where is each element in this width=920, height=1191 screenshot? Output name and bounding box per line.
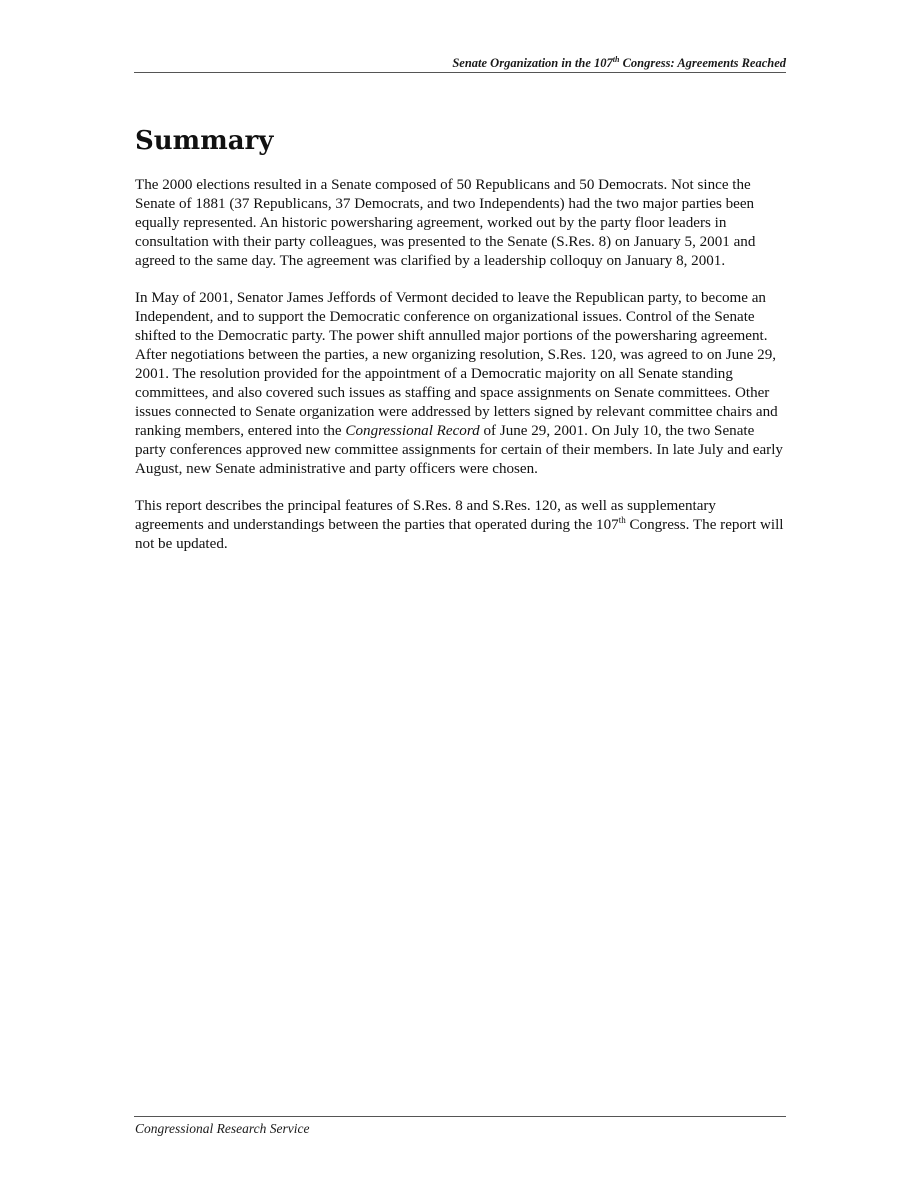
publication-title: Congressional Record xyxy=(345,423,480,439)
paragraph-1: The 2000 elections resulted in a Senate composed of 50 Republicans and 50 Democrats. Not since the Senate of 1881 (37 Republicans, 37 Democrats, and two Independents) had the two major parties been equally represented. An historic powersharing agreement, worked out by the party floor leaders in consultation with their party colleagues, was presented to the Senate (S.Res. 8) on January 5, 2001 and agreed to the same day. The agreement was clarified by a leadership colloquy on January 8, 2001. xyxy=(135,177,756,269)
paragraph-2-text: In May of 2001, Senator James Jeffords of Vermont decided to leave the Republican party, to become an Independent, and to support the Democratic conference on organizational issues. Control of the Senate shifted to the Democratic party. The power shift annulled major portions of the powersharing agreement. After negotiations between the parties, a new organizing resolution, S.Res. 120, was agreed to on June 29, 2001. The resolution provided for the appointment of a Democratic majority on all Senate standing committees, and also covered such issues as staffing and space assignments on Senate committees. Other issues connected to Senate organization were addressed by letters signed by relevant committee chairs and ranking members, entered into the xyxy=(135,290,778,439)
running-header-text: Senate Organization in the 107 xyxy=(452,56,613,70)
footer-divider xyxy=(134,1116,786,1117)
paragraph-3-text: This report describes the principal features of S.Res. 8 and S.Res. 120, as well as supplementary agreements and understandings between the parties that operated during the 107 xyxy=(135,498,716,533)
header-divider xyxy=(134,72,786,73)
paragraph-2 xyxy=(135,289,787,479)
summary-body xyxy=(135,176,787,572)
paragraph-2-text-end: of June 29, 2001. On July 10, the two Senate party conferences approved new committee assignments for certain of their members. In late July and early August, new Senate administrative and party officers were chosen. xyxy=(135,423,783,477)
paragraph-3-text-end: Congress. The report will not be updated. xyxy=(135,517,784,552)
running-header-text-end: Congress: Agreements Reached xyxy=(619,56,786,70)
paragraph-3 xyxy=(135,497,787,554)
running-footer: Congressional Research Service xyxy=(135,1121,310,1136)
page-title: Summary xyxy=(135,126,274,156)
running-header-superscript: th xyxy=(612,54,620,64)
running-header xyxy=(134,55,786,71)
paragraph-3-superscript: th xyxy=(618,514,626,525)
